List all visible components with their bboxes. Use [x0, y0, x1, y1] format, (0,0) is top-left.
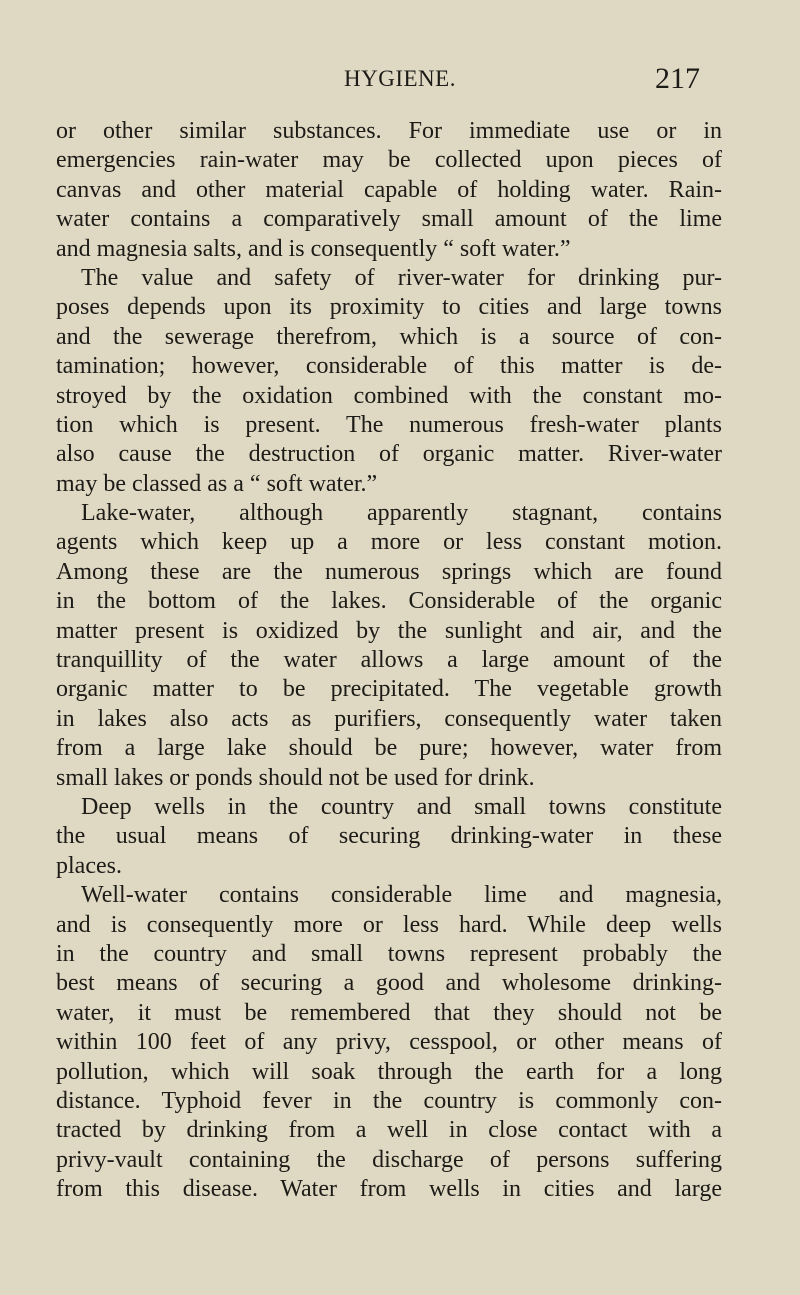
text-line: privy-vault containing the discharge of persons suffering	[56, 1146, 722, 1173]
text-line: Lake-water, although apparently stagnant, contains	[81, 500, 722, 527]
text-line: Well-water contains considerable lime and magnesia,	[81, 882, 722, 909]
text-line: organic matter to be precipitated. The vegetable growth	[56, 676, 722, 703]
text-line: poses depends upon its proximity to cities and large towns	[56, 294, 722, 321]
text-line: tion which is present. The numerous fresh-water plants	[56, 411, 722, 438]
text-line: in the bottom of the lakes. Considerable of the organic	[56, 588, 722, 615]
text-line: emergencies rain-water may be collected upon pieces of	[56, 147, 722, 174]
text-line: water contains a comparatively small amount of the lime	[56, 206, 722, 233]
text-line: small lakes or ponds should not be used for drink.	[56, 764, 535, 791]
text-line: may be classed as a “ soft water.”	[56, 470, 378, 497]
text-line: from this disease. Water from wells in cities and large	[56, 1176, 722, 1203]
text-line: pollution, which will soak through the earth for a long	[56, 1058, 722, 1085]
text-line: distance. Typhoid fever in the country is commonly con-	[56, 1087, 722, 1114]
running-title: HYGIENE.	[344, 66, 456, 91]
text-line: tranquillity of the water allows a large amount of the	[56, 647, 722, 674]
text-line: also cause the destruction of organic matter. River-water	[56, 441, 722, 468]
text-line: stroyed by the oxidation combined with the constant mo-	[56, 382, 722, 409]
text-line: places.	[56, 852, 122, 879]
text-line: in lakes also acts as purifiers, consequently water taken	[56, 705, 722, 732]
text-line: and the sewerage therefrom, which is a source of con-	[56, 323, 722, 350]
page-number: 217	[655, 62, 700, 95]
text-line: tamination; however, considerable of this matter is de-	[56, 353, 722, 380]
text-line: and is consequently more or less hard. While deep wells	[56, 911, 722, 938]
text-line: matter present is oxidized by the sunlight and air, and the	[56, 617, 722, 644]
text-line: or other similar substances. For immediate use or in	[56, 118, 722, 144]
text-line: best means of securing a good and wholesome drinking-	[56, 970, 722, 997]
text-line: from a large lake should be pure; however, water from	[56, 735, 722, 762]
running-head	[0, 62, 800, 102]
text-line: within 100 feet of any privy, cesspool, or other means of	[56, 1029, 722, 1056]
text-line: agents which keep up a more or less constant motion.	[56, 529, 722, 556]
text-line: canvas and other material capable of holding water. Rain-	[56, 176, 722, 203]
text-line: and magnesia salts, and is consequently “ soft water.”	[56, 235, 571, 262]
text-line: The value and safety of river-water for drinking pur-	[81, 264, 722, 291]
text-line: the usual means of securing drinking-water in these	[56, 823, 722, 850]
text-line: in the country and small towns represent probably the	[56, 940, 722, 967]
body-text	[56, 117, 722, 1204]
text-line: water, it must be remembered that they should not be	[56, 999, 722, 1026]
text-line: Among these are the numerous springs which are found	[56, 558, 722, 585]
text-line: Deep wells in the country and small towns constitute	[81, 793, 722, 820]
text-line: tracted by drinking from a well in close contact with a	[56, 1117, 722, 1144]
